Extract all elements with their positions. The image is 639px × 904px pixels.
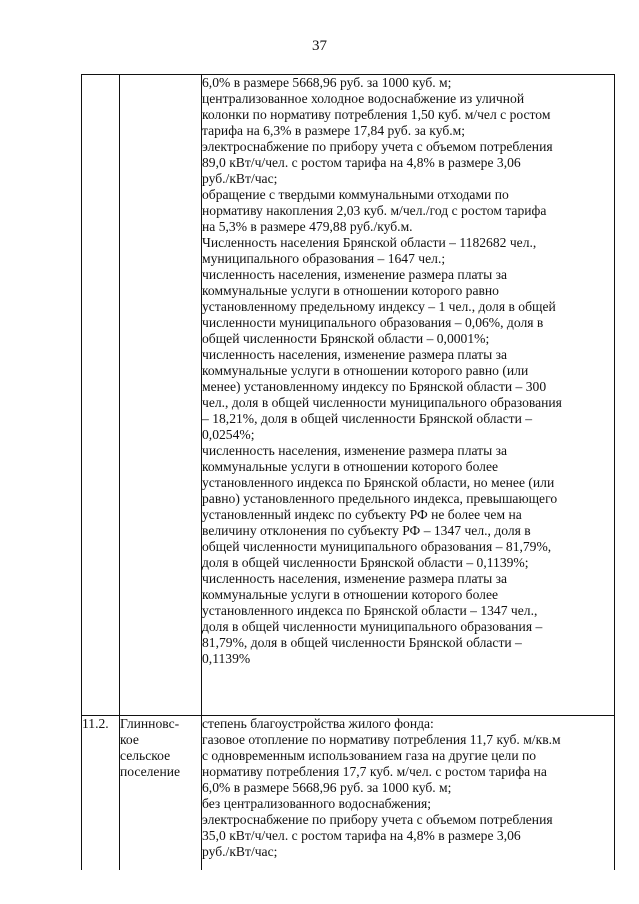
description-line: величину отклонения по субъекту РФ – 1347 чел., доля в (202, 523, 531, 538)
description-line: доля в общей численности муниципального образования – (202, 619, 543, 634)
description-line: чел., доля в общей численности муниципального образования (202, 395, 562, 410)
row-number-cell: 11.2. (82, 716, 120, 871)
description-line: численность населения, изменение размера платы за (202, 267, 508, 282)
description-line: установленного индекса по Брянской области, но менее (или (202, 475, 555, 490)
description-line: 81,79%, доля в общей численности Брянской области – (202, 635, 522, 650)
table-row (82, 716, 615, 871)
description-line: численность населения, изменение размера платы за (202, 443, 508, 458)
description-line: 89,0 кВт/ч/чел. с ростом тарифа на 4,8% в размере 3,06 (202, 155, 521, 170)
description-line: электроснабжение по прибору учета с объемом потребления (202, 812, 553, 827)
description-line: установленный индекс по субъекту РФ не более чем на (202, 507, 522, 522)
description-line: Численность населения Брянской области – 1182682 чел., (202, 235, 537, 250)
municipality-name-line: поселение (120, 764, 181, 779)
description-line: муниципального образования – 1647 чел.; (202, 251, 446, 266)
municipality-name-line: кое (120, 732, 139, 747)
description-line: установленного индекса по Брянской области – 1347 чел., (202, 603, 538, 618)
municipality-name-line: сельское (120, 748, 171, 763)
row-description-cell (202, 716, 615, 871)
description-line: нормативу накопления 2,03 куб. м/чел./год с ростом тарифа (202, 203, 547, 218)
description-line: менее) установленному индексу по Брянской области – 300 (202, 379, 547, 394)
description-line: 35,0 кВт/ч/чел. с ростом тарифа на 4,8% в размере 3,06 (202, 828, 521, 843)
row-name-cell (120, 75, 202, 716)
description-line: руб./кВт/час; (202, 844, 278, 859)
description-line: – 18,21%, доля в общей численности Брянской области – (202, 411, 533, 426)
page-number: 37 (312, 38, 327, 54)
description-line: нормативу потребления 17,7 куб. м/чел. с ростом тарифа на (202, 764, 547, 779)
description-line: численности муниципального образования – 0,06%, доля в (202, 315, 544, 330)
description-line: доля в общей численности Брянской области – 0,1139%; (202, 555, 529, 570)
description-line: централизованное холодное водоснабжение из уличной (202, 91, 525, 106)
description-line: коммунальные услуги в отношении которого более (202, 459, 499, 474)
description-line: электроснабжение по прибору учета с объемом потребления (202, 139, 553, 154)
description-line: с одновременным использованием газа на другие цели по (202, 748, 537, 763)
description-line: 6,0% в размере 5668,96 руб. за 1000 куб. м; (202, 780, 452, 795)
description-line: установленному предельному индексу – 1 чел., доля в общей (202, 299, 556, 314)
description-line: коммунальные услуги в отношении которого равно (или (202, 363, 529, 378)
description-line: коммунальные услуги в отношении которого более (202, 587, 499, 602)
municipality-name-line: Глинновс- (120, 716, 180, 731)
description-line: 6,0% в размере 5668,96 руб. за 1000 куб. м; (202, 75, 452, 90)
description-line: 0,1139% (202, 651, 251, 666)
description-line: руб./кВт/час; (202, 171, 278, 186)
description-line: 0,0254%; (202, 427, 255, 442)
description-line: на 5,3% в размере 479,88 руб./куб.м. (202, 219, 413, 234)
description-line: общей численности Брянской области – 0,0001%; (202, 331, 490, 346)
row-number-cell (82, 75, 120, 716)
row-name-cell (120, 716, 202, 871)
description-line: численность населения, изменение размера платы за (202, 571, 508, 586)
description-line: степень благоустройства жилого фонда: (202, 716, 434, 731)
description-line: общей численности муниципального образования – 81,79%, (202, 539, 552, 554)
table-row (82, 75, 615, 716)
row-description-cell (202, 75, 615, 716)
description-line: обращение с твердыми коммунальными отходами по (202, 187, 509, 202)
description-line: численность населения, изменение размера платы за (202, 347, 508, 362)
description-line: равно) установленного предельного индекса, превышающего (202, 491, 558, 506)
description-line: без централизованного водоснабжения; (202, 796, 432, 811)
description-line: газовое отопление по нормативу потребления 11,7 куб. м/кв.м (202, 732, 561, 747)
description-line: коммунальные услуги в отношении которого равно (202, 283, 499, 298)
description-line: колонки по нормативу потребления 1,50 куб. м/чел с ростом (202, 107, 551, 122)
description-line: тарифа на 6,3% в размере 17,84 руб. за куб.м; (202, 123, 466, 138)
tariff-table (81, 74, 615, 870)
